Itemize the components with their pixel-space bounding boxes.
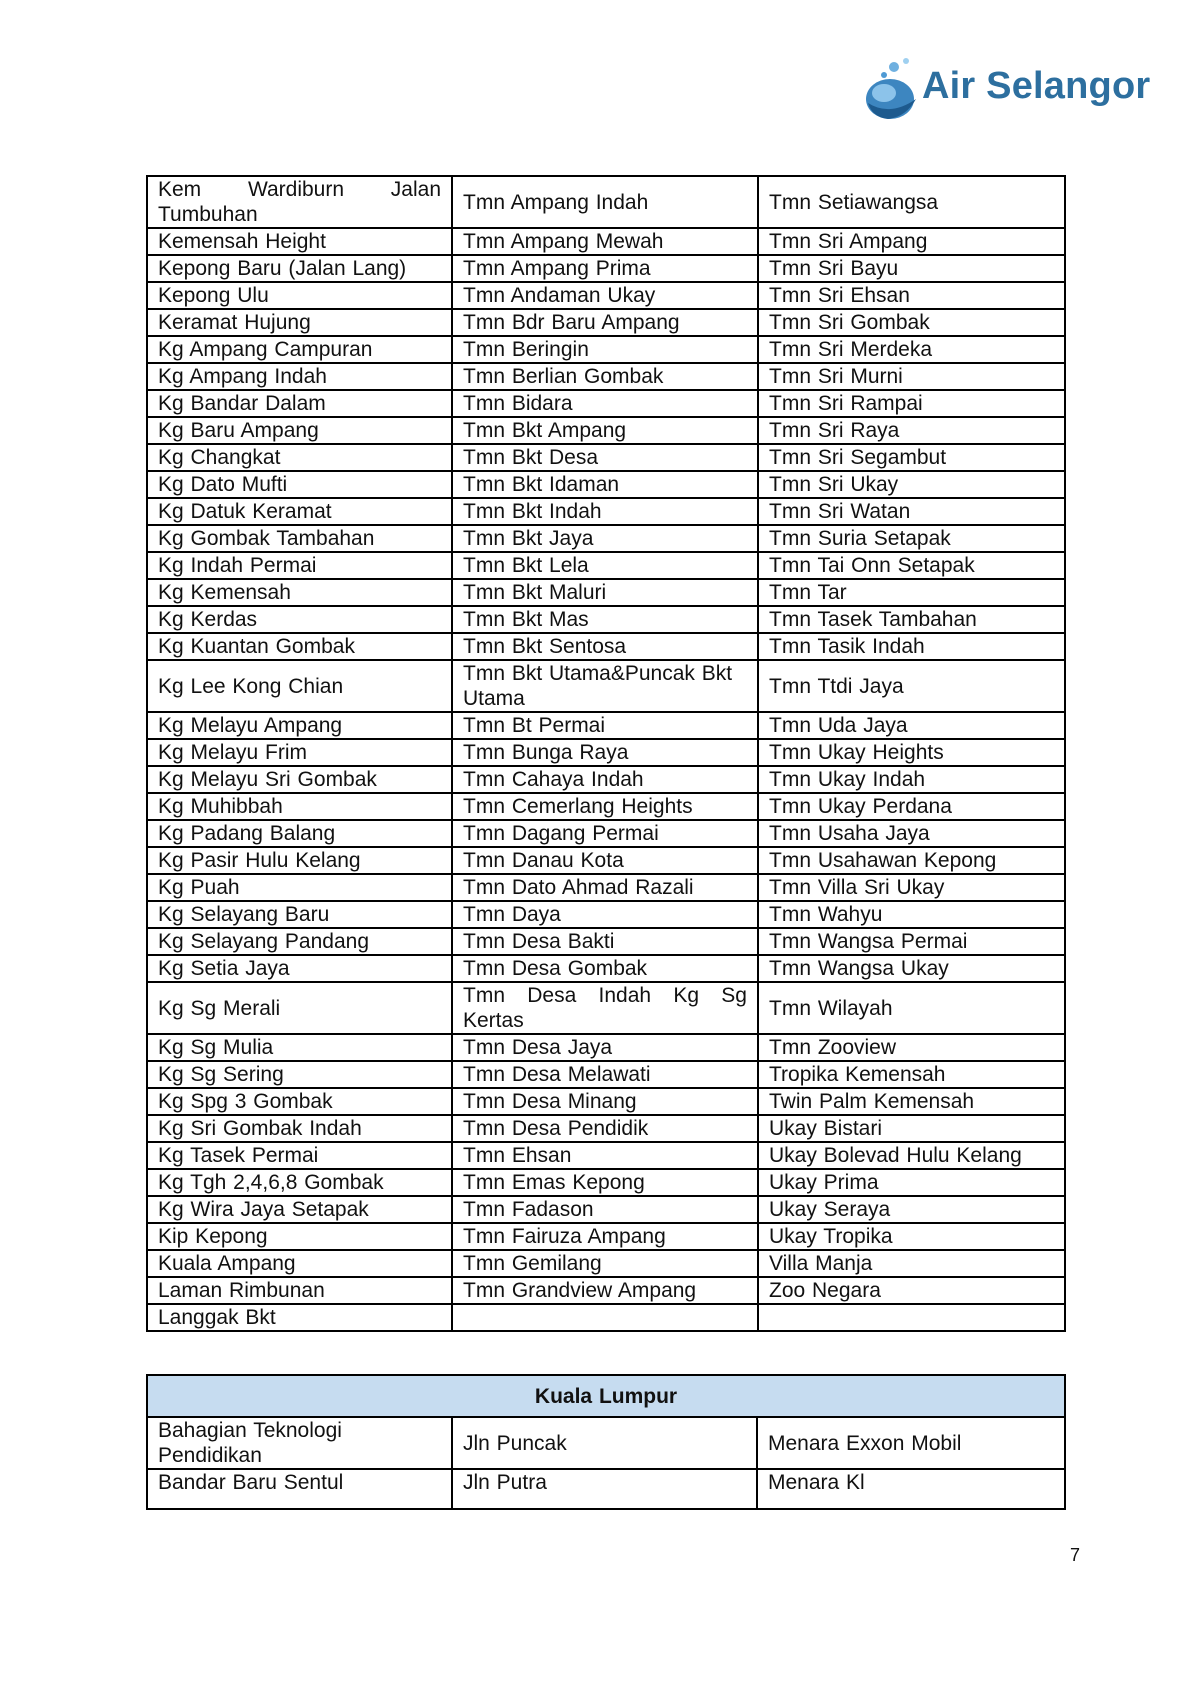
table-cell: Kg Sg Merali (147, 982, 452, 1034)
table-cell: Tmn Wangsa Permai (758, 928, 1065, 955)
table-row (147, 1469, 1065, 1509)
table-cell: Tmn Desa Melawati (452, 1061, 758, 1088)
table-cell: Kg Setia Jaya (147, 955, 452, 982)
table-cell: Laman Rimbunan (147, 1277, 452, 1304)
table-cell (452, 1304, 758, 1331)
table-cell: Kem Wardiburn Jalan Tumbuhan (147, 176, 452, 228)
table-cell: Tmn Desa Gombak (452, 955, 758, 982)
page-number: 7 (1069, 1545, 1080, 1565)
table-cell: Tmn Usahawan Kepong (758, 847, 1065, 874)
table-cell: Kg Melayu Frim (147, 739, 452, 766)
table-cell: Tmn Bkt Mas (452, 606, 758, 633)
table-cell: Tmn Bkt Indah (452, 498, 758, 525)
table-cell: Tmn Bkt Maluri (452, 579, 758, 606)
table-cell: Ukay Prima (758, 1169, 1065, 1196)
table-cell: Bahagian Teknologi Pendidikan (147, 1417, 452, 1469)
table-row (147, 606, 1065, 633)
table-cell: Tmn Bkt Utama&Puncak Bkt Utama (452, 660, 758, 712)
table-cell: Kg Wira Jaya Setapak (147, 1196, 452, 1223)
table-row (147, 417, 1065, 444)
table-row (147, 847, 1065, 874)
table-cell: Tmn Sri Ukay (758, 471, 1065, 498)
table-cell: Tmn Ehsan (452, 1142, 758, 1169)
table-cell: Tmn Sri Gombak (758, 309, 1065, 336)
table-header-row (147, 1375, 1065, 1417)
table-cell: Ukay Bistari (758, 1115, 1065, 1142)
table-row (147, 255, 1065, 282)
table-cell: Tmn Dagang Permai (452, 820, 758, 847)
table-cell: Kg Tasek Permai (147, 1142, 452, 1169)
table-cell: Tmn Desa Jaya (452, 1034, 758, 1061)
table-row (147, 1250, 1065, 1277)
table-row (147, 498, 1065, 525)
table-cell: Tmn Cahaya Indah (452, 766, 758, 793)
table-cell: Tmn Bidara (452, 390, 758, 417)
table-row (147, 1169, 1065, 1196)
table-cell: Tmn Bkt Lela (452, 552, 758, 579)
table-row (147, 793, 1065, 820)
table-cell: Tmn Bkt Desa (452, 444, 758, 471)
table-row (147, 1417, 1065, 1469)
table-row (147, 712, 1065, 739)
table-cell: Tmn Daya (452, 901, 758, 928)
table-cell: Kg Melayu Sri Gombak (147, 766, 452, 793)
table-cell: Tmn Fairuza Ampang (452, 1223, 758, 1250)
table-cell: Tmn Gemilang (452, 1250, 758, 1277)
table-cell: Tmn Wangsa Ukay (758, 955, 1065, 982)
table-cell: Kg Sg Sering (147, 1061, 452, 1088)
table-cell: Kg Kuantan Gombak (147, 633, 452, 660)
table-cell: Ukay Bolevad Hulu Kelang (758, 1142, 1065, 1169)
table-cell: Kg Lee Kong Chian (147, 660, 452, 712)
table-cell: Bandar Baru Sentul (147, 1469, 452, 1509)
table-cell: Tmn Sri Watan (758, 498, 1065, 525)
region-header: Kuala Lumpur (147, 1375, 1065, 1417)
table-row (147, 1196, 1065, 1223)
table-cell: Tmn Bt Permai (452, 712, 758, 739)
table-cell: Kepong Baru (Jalan Lang) (147, 255, 452, 282)
table-row (147, 363, 1065, 390)
table-cell: Kemensah Height (147, 228, 452, 255)
table-cell: Tmn Desa Pendidik (452, 1115, 758, 1142)
table-cell: Tmn Ukay Indah (758, 766, 1065, 793)
table-cell: Kuala Ampang (147, 1250, 452, 1277)
table-cell: Langgak Bkt (147, 1304, 452, 1331)
table-cell: Kg Spg 3 Gombak (147, 1088, 452, 1115)
table-cell: Tmn Sri Ampang (758, 228, 1065, 255)
table-row (147, 1034, 1065, 1061)
table-row (147, 282, 1065, 309)
table-cell: Kip Kepong (147, 1223, 452, 1250)
table-row (147, 1061, 1065, 1088)
table-cell: Tmn Wahyu (758, 901, 1065, 928)
table-cell: Kg Pasir Hulu Kelang (147, 847, 452, 874)
table-cell: Tmn Desa Minang (452, 1088, 758, 1115)
table-cell: Tmn Sri Merdeka (758, 336, 1065, 363)
table-cell: Tmn Bunga Raya (452, 739, 758, 766)
table-cell: Kg Ampang Campuran (147, 336, 452, 363)
table-row (147, 901, 1065, 928)
table-cell: Tmn Cemerlang Heights (452, 793, 758, 820)
table-row (147, 336, 1065, 363)
table-row (147, 1142, 1065, 1169)
table-cell: Menara Kl (757, 1469, 1065, 1509)
table-row (147, 176, 1065, 228)
table-cell: Menara Exxon Mobil (757, 1417, 1065, 1469)
table-cell: Tmn Ukay Heights (758, 739, 1065, 766)
table-cell: Tmn Usaha Jaya (758, 820, 1065, 847)
table-cell: Tmn Grandview Ampang (452, 1277, 758, 1304)
table-cell: Tmn Wilayah (758, 982, 1065, 1034)
table-cell: Tmn Ttdi Jaya (758, 660, 1065, 712)
table-row (147, 982, 1065, 1034)
air-selangor-logo (860, 55, 1160, 125)
table-cell: Tmn Sri Bayu (758, 255, 1065, 282)
table-cell: Tmn Bkt Idaman (452, 471, 758, 498)
table-row (147, 1277, 1065, 1304)
table-cell: Tmn Ampang Mewah (452, 228, 758, 255)
area-list-table (146, 175, 1066, 1332)
table-cell: Kg Changkat (147, 444, 452, 471)
table-row (147, 228, 1065, 255)
table-cell: Kg Sri Gombak Indah (147, 1115, 452, 1142)
table-row (147, 820, 1065, 847)
table-cell: Tmn Danau Kota (452, 847, 758, 874)
table-cell: Tmn Setiawangsa (758, 176, 1065, 228)
table-cell: Tropika Kemensah (758, 1061, 1065, 1088)
table-cell: Kg Melayu Ampang (147, 712, 452, 739)
table-row (147, 552, 1065, 579)
table-cell: Kg Selayang Baru (147, 901, 452, 928)
table-cell: Kg Bandar Dalam (147, 390, 452, 417)
table-cell: Keramat Hujung (147, 309, 452, 336)
table-row (147, 739, 1065, 766)
table-row (147, 1304, 1065, 1331)
table-cell: Zoo Negara (758, 1277, 1065, 1304)
table-cell: Tmn Villa Sri Ukay (758, 874, 1065, 901)
table-row (147, 874, 1065, 901)
table-cell: Kg Puah (147, 874, 452, 901)
table-row (147, 525, 1065, 552)
table-cell: Kg Kemensah (147, 579, 452, 606)
table-cell: Tmn Andaman Ukay (452, 282, 758, 309)
table-cell: Tmn Tasek Tambahan (758, 606, 1065, 633)
table-cell: Tmn Sri Raya (758, 417, 1065, 444)
table-cell: Jln Putra (452, 1469, 757, 1509)
table-cell: Kepong Ulu (147, 282, 452, 309)
table-cell: Tmn Bkt Ampang (452, 417, 758, 444)
table-cell: Tmn Sri Segambut (758, 444, 1065, 471)
table-cell: Tmn Desa Bakti (452, 928, 758, 955)
table-cell: Tmn Emas Kepong (452, 1169, 758, 1196)
kuala-lumpur-table (146, 1374, 1066, 1510)
table-cell: Villa Manja (758, 1250, 1065, 1277)
table-row (147, 579, 1065, 606)
table-cell: Tmn Sri Rampai (758, 390, 1065, 417)
table-cell: Ukay Tropika (758, 1223, 1065, 1250)
table-cell: Tmn Sri Ehsan (758, 282, 1065, 309)
table-cell: Tmn Bkt Sentosa (452, 633, 758, 660)
table-cell: Kg Kerdas (147, 606, 452, 633)
table-cell: Kg Ampang Indah (147, 363, 452, 390)
table-cell: Tmn Berlian Gombak (452, 363, 758, 390)
table-cell: Tmn Ukay Perdana (758, 793, 1065, 820)
table-cell: Tmn Sri Murni (758, 363, 1065, 390)
table-cell (758, 1304, 1065, 1331)
table-row (147, 390, 1065, 417)
table-cell: Tmn Tai Onn Setapak (758, 552, 1065, 579)
table-cell: Jln Puncak (452, 1417, 757, 1469)
table-row (147, 309, 1065, 336)
table-cell: Kg Tgh 2,4,6,8 Gombak (147, 1169, 452, 1196)
table-cell: Kg Selayang Pandang (147, 928, 452, 955)
table-cell: Tmn Tar (758, 579, 1065, 606)
table-row (147, 1223, 1065, 1250)
table-cell: Tmn Beringin (452, 336, 758, 363)
table-cell: Ukay Seraya (758, 1196, 1065, 1223)
table-cell: Tmn Fadason (452, 1196, 758, 1223)
logo-text: Air Selangor (922, 65, 1151, 107)
table-cell: Kg Indah Permai (147, 552, 452, 579)
table-row (147, 633, 1065, 660)
table-row (147, 955, 1065, 982)
table-row (147, 660, 1065, 712)
table-cell: Twin Palm Kemensah (758, 1088, 1065, 1115)
table-cell: Kg Datuk Keramat (147, 498, 452, 525)
table-cell: Tmn Zooview (758, 1034, 1065, 1061)
table-cell: Tmn Uda Jaya (758, 712, 1065, 739)
table-row (147, 1088, 1065, 1115)
table-row (147, 766, 1065, 793)
water-drop-icon (860, 55, 924, 125)
table-row (147, 471, 1065, 498)
table-cell: Kg Dato Mufti (147, 471, 452, 498)
table-cell: Tmn Bdr Baru Ampang (452, 309, 758, 336)
table-cell: Kg Sg Mulia (147, 1034, 452, 1061)
table-cell: Tmn Dato Ahmad Razali (452, 874, 758, 901)
table-cell: Tmn Tasik Indah (758, 633, 1065, 660)
table-cell: Tmn Desa Indah Kg Sg Kertas (452, 982, 758, 1034)
table-cell: Tmn Bkt Jaya (452, 525, 758, 552)
table-cell: Kg Gombak Tambahan (147, 525, 452, 552)
table-row (147, 444, 1065, 471)
table-row (147, 928, 1065, 955)
table-cell: Kg Muhibbah (147, 793, 452, 820)
table-row (147, 1115, 1065, 1142)
table-cell: Tmn Ampang Prima (452, 255, 758, 282)
table-cell: Kg Baru Ampang (147, 417, 452, 444)
table-cell: Tmn Suria Setapak (758, 525, 1065, 552)
table-cell: Tmn Ampang Indah (452, 176, 758, 228)
table-cell: Kg Padang Balang (147, 820, 452, 847)
